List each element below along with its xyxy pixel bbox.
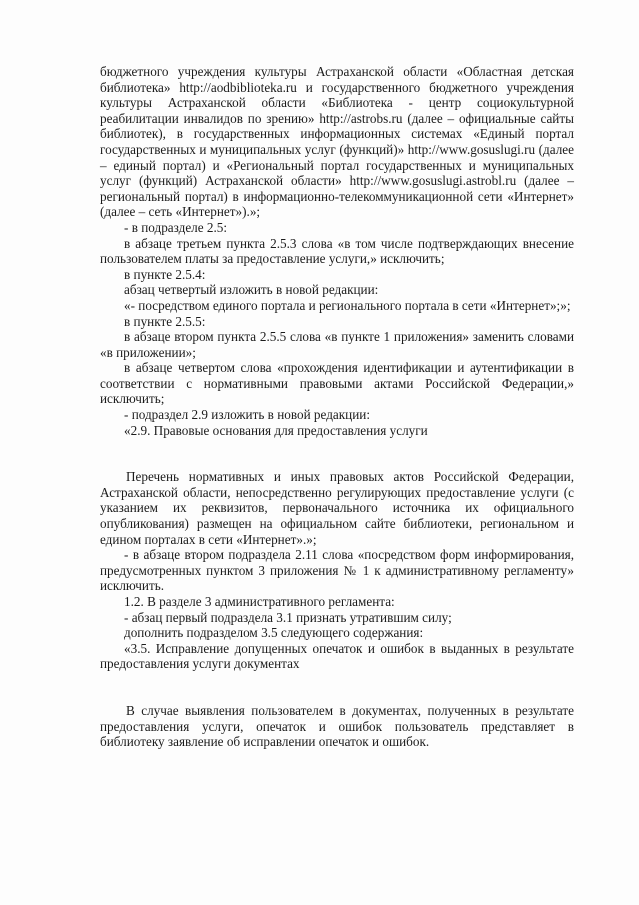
section-heading: «2.9. Правовые основания для предоставления услуги	[124, 422, 428, 438]
paragraph: - подраздел 2.9 изложить в новой редакции:	[124, 407, 371, 423]
paragraph: в пункте 2.5.5:	[124, 313, 206, 329]
paragraph: - в подразделе 2.5:	[124, 219, 228, 235]
section-heading: «3.5. Исправление допущенных опечаток и ошибок в выданных в результате предоставления услуги документах	[100, 640, 574, 672]
paragraph: в пункте 2.5.4:	[124, 266, 206, 282]
paragraph: дополнить подразделом 3.5 следующего содержания:	[124, 625, 424, 641]
paragraph: в абзаце втором пункта 2.5.5 слова «в пункте 1 приложения» заменить словами «в приложении»;	[100, 329, 574, 360]
paragraph: в абзаце четвертом слова «прохождения идентификации и аутентификации в соответствии с нормативными правовыми актами Российской Федерации,» исключить;	[100, 360, 574, 407]
paragraph: «- посредством единого портала и регионального портала в сети «Интернет»;»;	[124, 297, 571, 313]
paragraph: - абзац первый подраздела 3.1 признать утратившим силу;	[124, 609, 452, 625]
paragraph: В случае выявления пользователем в документах, полученных в результате предоставления услуги, опечаток и ошибок пользователь представляет в библиотеку заявление об исправлении опечаток и ошибок.	[100, 702, 574, 750]
paragraph: Перечень нормативных и иных правовых актов Российской Федерации, Астраханской области, непосредственно регулирующих предоставление услуги (с указанием их реквизитов, первоначального источника их официального опубликования) размещен на официальном сайте библиотеки, региональном и едином порталах в сети «Интернет».»;	[100, 469, 574, 547]
paragraph-spacer	[100, 438, 574, 469]
paragraph: в абзаце третьем пункта 2.5.3 слова «в том числе подтверждающих внесение пользователем платы за предоставление услуги,» исключить;	[100, 235, 574, 267]
paragraph: абзац четвертый изложить в новой редакции:	[124, 282, 379, 298]
paragraph: 1.2. В разделе 3 административного регламента:	[124, 594, 395, 609]
paragraph: бюджетного учреждения культуры Астраханской области «Областная детская библиотека» http://aodbiblioteka.ru и государственного бюджетного учреждения культуры Астраханской области «Библиотека - центр социокультурной реабилитации инвалидов по зрению» http://astrobs.ru (далее – официальные сайты библиотек), в государственных информационных системах «Единый портал государственных и муниципальных услуг (функций)» http://www.gosuslugi.ru (далее – единый портал) и «Региональный портал государственных и муниципальных услуг (функций) Астраханской области» http://www.gosuslugi.astrobl.ru (далее – региональный портал) в информационно-телекоммуникационной сети «Интернет» (далее – сеть «Интернет»).»;	[100, 64, 574, 220]
document-body	[100, 64, 574, 750]
paragraph: - в абзаце втором подраздела 2.11 слова «посредством форм информирования, предусмотренных пунктом 3 приложения № 1 к административному регламенту» исключить.	[100, 547, 574, 594]
paragraph-spacer	[100, 672, 574, 703]
